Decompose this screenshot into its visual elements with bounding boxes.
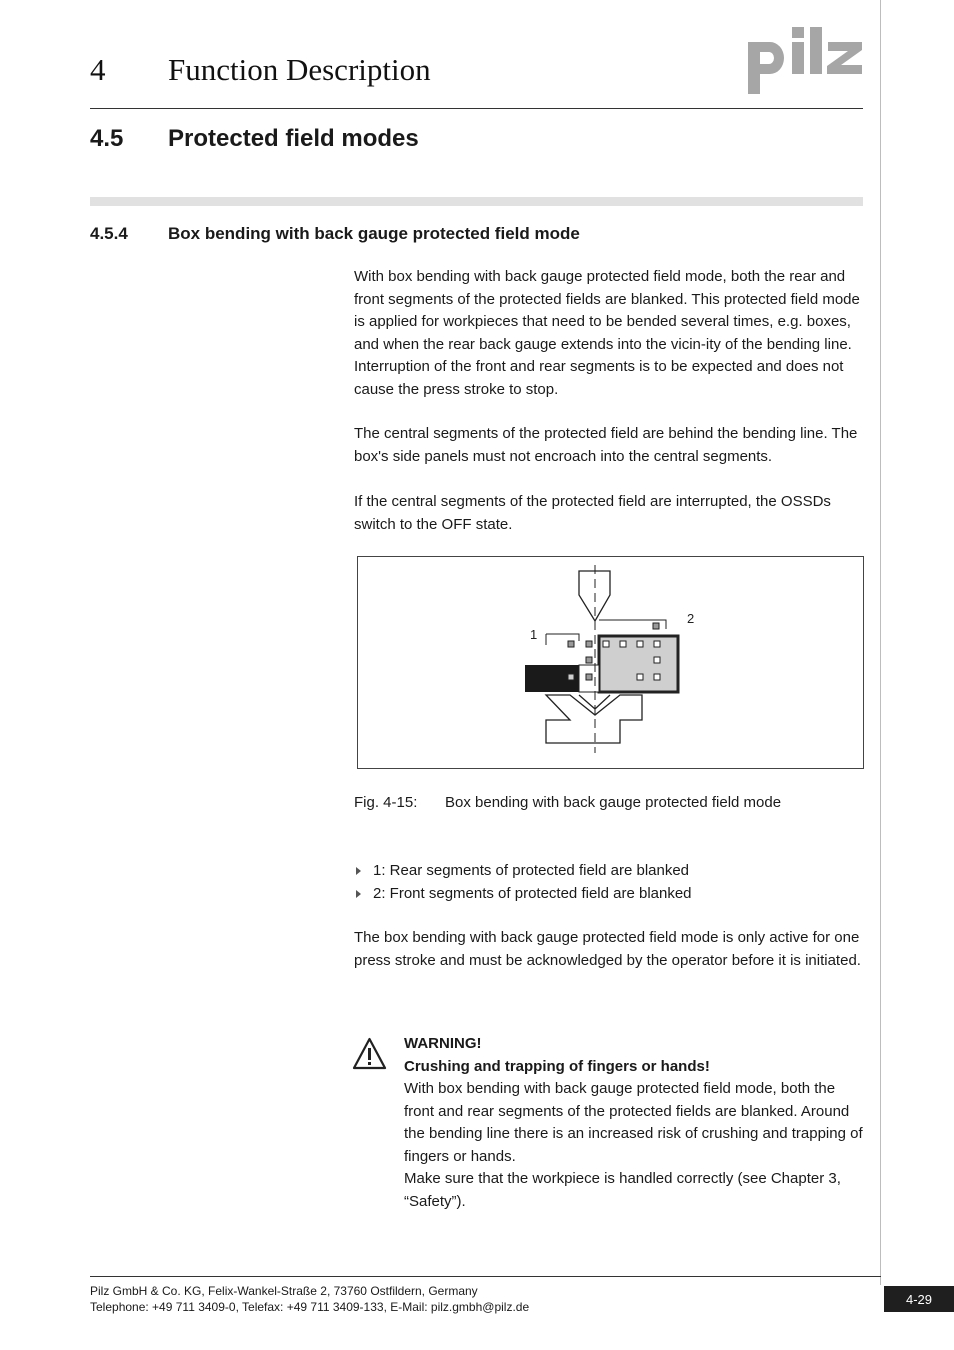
body-paragraph: With box bending with back gauge protected field mode, both the rear and front segments of the protected fields are blanked. This protected field mode is applied for workpieces that need to be bended several times, e.g. boxes, and when the rear back gauge extends into the vicin-ity of the bending line. Interruption of the front and rear segments is to be expected and does not cause the press stroke to stop. [354, 268, 860, 398]
footer-address [90, 1283, 529, 1315]
chapter-title: Function Description [168, 52, 431, 87]
warning-triangle-icon [352, 1037, 387, 1071]
page-edge-rule [880, 0, 881, 1285]
pilz-logo [746, 22, 866, 98]
bullet-triangle-icon [356, 890, 361, 898]
warning-instruction: Make sure that the workpiece is handled correctly (see Chapter 3, “Safety”). [404, 1170, 841, 1210]
footer-line-2: Telephone: +49 711 3409-0, Telefax: +49 711 3409-133, E-Mail: pilz.gmbh@pilz.de [90, 1300, 530, 1314]
footer-rule [90, 1276, 881, 1277]
footer-line-1: Pilz GmbH & Co. KG, Felix-Wankel-Straße 2, 73760 Ostfildern, Germany [90, 1284, 478, 1298]
figure-caption: Box bending with back gauge protected field mode [445, 794, 782, 811]
figure-frame [357, 556, 864, 769]
header-rule [90, 108, 863, 109]
legend-item-text: 2: Front segments of protected field are blanked [373, 884, 692, 902]
legend-item [354, 883, 692, 906]
warning-subtitle: Crushing and trapping of fingers or hands! [404, 1057, 710, 1075]
body-paragraph: The box bending with back gauge protected field mode is only active for one press stroke and must be acknowledged by the operator before it is initiated. [354, 929, 861, 969]
warning-text: With box bending with back gauge protected field mode, both the front and rear segments of the protected fields are blanked. Around the bending line there is an increased risk of crushing and trapping of fingers or hands. [404, 1080, 863, 1165]
subsection-title: Box bending with back gauge protected field mode [168, 224, 580, 243]
callout-1: 1 [530, 627, 538, 642]
subsection-number: 4.5.4 [90, 224, 128, 243]
bracket-rear [546, 634, 579, 641]
legend-item [354, 860, 692, 883]
bullet-triangle-icon [356, 867, 361, 875]
warning-block [404, 1033, 866, 1213]
body-paragraph: The central segments of the protected field are behind the bending line. The box's side panels must not encroach into the central segments. [354, 425, 858, 465]
box-bending-diagram [358, 557, 863, 768]
section-number: 4.5 [90, 125, 124, 152]
warning-title: WARNING! [404, 1035, 482, 1052]
legend-list [354, 860, 692, 905]
page-number: 4-29 [884, 1286, 954, 1312]
section-divider-band [90, 197, 863, 206]
section-title: Protected field modes [168, 125, 419, 152]
lower-tool-die [546, 695, 642, 743]
chapter-number: 4 [90, 52, 106, 87]
body-paragraph: If the central segments of the protected field are interrupted, the OSSDs switch to the OFF state. [354, 493, 831, 533]
legend-item-text: 1: Rear segments of protected field are blanked [373, 862, 690, 879]
callout-2: 2 [687, 611, 695, 626]
figure-label: Fig. 4-15: [354, 794, 418, 811]
